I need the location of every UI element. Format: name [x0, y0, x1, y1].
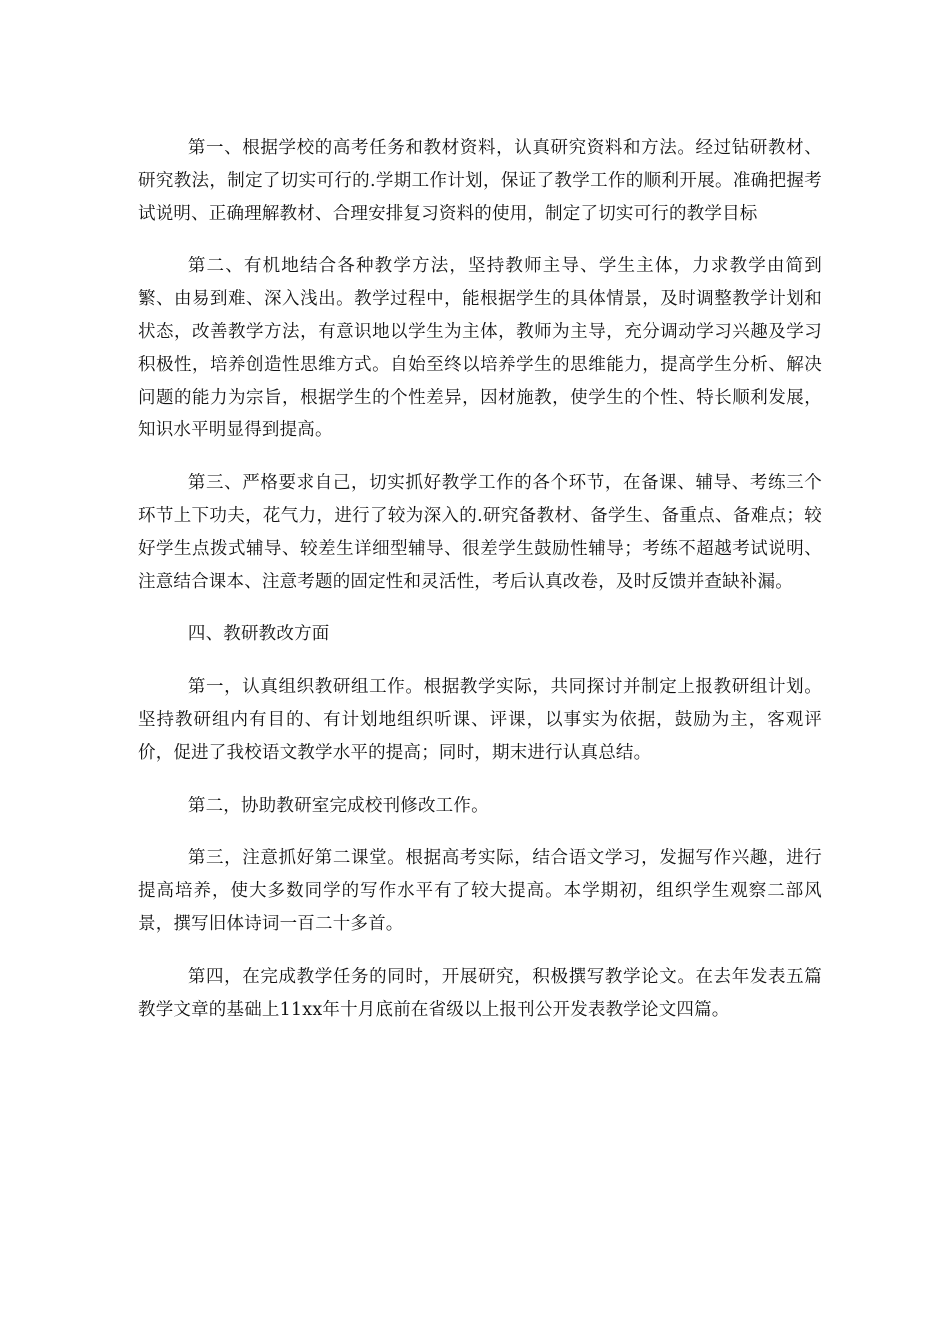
document-body [138, 132, 822, 1046]
section-heading: 四、教研教改方面 [187, 624, 330, 645]
paragraph-7: 第四，在完成教学任务的同时，开展研究，积极撰写教学论文。在去年发表五篇教学文章的基础上11xx年十月底前在省级以上报刊公开发表教学论文四篇。 [138, 966, 822, 1020]
paragraph-1: 第一、根据学校的高考任务和教材资料，认真研究资料和方法。经过钻研教材、研究教法，制定了切实可行的.学期工作计划，保证了教学工作的顺利开展。准确把握考试说明、正确理解教材、合理安排复习资料的使用，制定了切实可行的教学目标 [138, 138, 822, 224]
paragraph-3: 第三、严格要求自己，切实抓好教学工作的各个环节，在备课、辅导、考练三个环节上下功夫，花气力，进行了较为深入的.研究备教材、备学生、备重点、备难点；较好学生点拨式辅导、较差生详细型辅导、很差学生鼓励性辅导；考练不超越考试说明、注意结合课本、注意考题的固定性和灵活性，考后认真改卷，及时反馈并查缺补漏。 [138, 473, 822, 592]
paragraph-6: 第三，注意抓好第二课堂。根据高考实际，结合语文学习，发掘写作兴趣，进行提高培养，使大多数同学的写作水平有了较大提高。本学期初，组织学生观察二部风景，撰写旧体诗词一百二十多首。 [138, 848, 822, 934]
paragraph-5: 第二，协助教研室完成校刊修改工作。 [187, 795, 489, 816]
paragraph-2: 第二、有机地结合各种教学方法，坚持教师主导、学生主体，力求教学由简到繁、由易到难、深入浅出。教学过程中，能根据学生的具体情景，及时调整教学计划和状态，改善教学方法，有意识地以学生为主体，教师为主导，充分调动学习兴趣及学习积极性，培养创造性思维方式。自始至终以培养学生的思维能力，提高学生分析、解决问题的能力为宗旨，根据学生的个性差异，因材施教，使学生的个性、特长顺利发展，知识水平明显得到提高。 [138, 256, 822, 441]
paragraph-4: 第一，认真组织教研组工作。根据教学实际，共同探讨并制定上报教研组计划。坚持教研组内有目的、有计划地组织听课、评课，以事实为依据，鼓励为主，客观评价，促进了我校语文教学水平的提高；同时，期末进行认真总结。 [138, 677, 822, 763]
